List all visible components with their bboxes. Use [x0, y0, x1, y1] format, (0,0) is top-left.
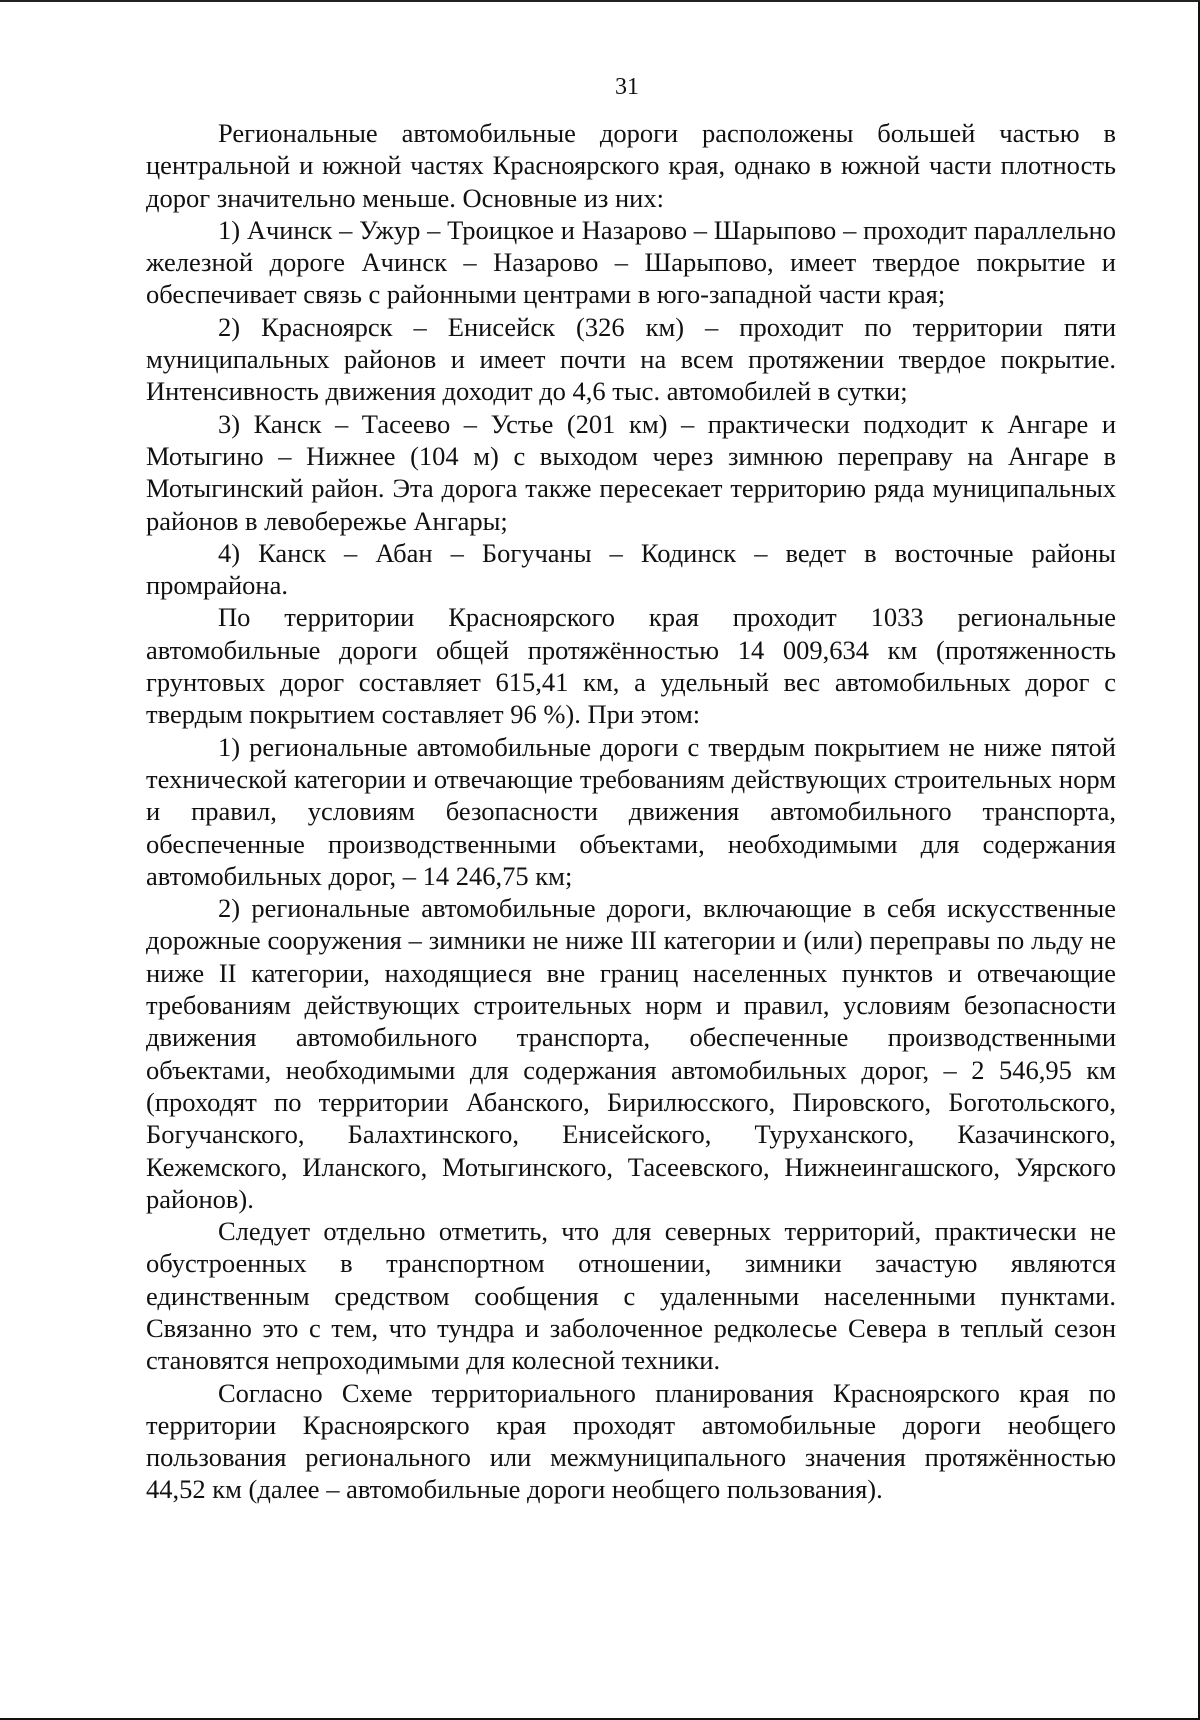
paragraph-hard-surface: 1) региональные автомобильные дороги с твердым покрытием не ниже пятой технической категории и отвечающие требованиям действующих строительных норм и правил, условиям безопасности движения автомобильного транспорта, обеспеченные производственными объектами, необходимыми для содержания автомобильных дорог, – 14 246,75 км;	[146, 731, 1116, 891]
page-number: 31	[615, 74, 639, 100]
paragraph-road-2: 2) Красноярск – Енисейск (326 км) – проходит по территории пяти муниципальных районов и имеет почти на всем протяжении твердое покрытие. Интенсивность движения доходит до 4,6 тыс. автомобилей в сутки;	[146, 311, 1116, 407]
document-body	[146, 117, 1116, 1506]
paragraph-territorial-plan: Согласно Схеме территориального планирования Красноярского края по территории Красноярского края проходят автомобильные дороги необщего пользования регионального или межмуниципального значения протяжённостью 44,52 км (далее – автомобильные дороги необщего пользования).	[146, 1377, 1116, 1505]
paragraph-northern-territories: Следует отдельно отметить, что для северных территорий, практически не обустроенных в транспортном отношении, зимники зачастую являются единственным средством сообщения с удаленными населенными пунктами. Связанно это с тем, что тундра и заболоченное редколесье Севера в теплый сезон становятся непроходимыми для колесной техники.	[146, 1216, 1116, 1376]
top-border-line	[0, 0, 1200, 2]
paragraph-total-roads: По территории Красноярского края проходит 1033 региональные автомобильные дороги общей протяжённостью 14 009,634 км (протяженность грунтовых дорог составляет 615,41 км, а удельный вес автомобильных дорог с твердым покрытием составляет 96 %). При этом:	[146, 602, 1116, 730]
paragraph-winter-roads: 2) региональные автомобильные дороги, включающие в себя искусственные дорожные сооружения – зимники не ниже III категории и (или) переправы по льду не ниже II категории, находящиеся вне границ населенных пунктов и отвечающие требованиям действующих строительных норм и правил, условиям безопасности движения автомобильного транспорта, обеспеченные производственными объектами, необходимыми для содержания автомобильных дорог, – 2 546,95 км (проходят по территории Абанского, Бирилюсского, Пировского, Боготольского, Богучанского, Балахтинского, Енисейского, Туруханского, Казачинского, Кежемского, Иланского, Мотыгинского, Тасеевского, Нижнеингашского, Уярского районов).	[146, 893, 1116, 1214]
paragraph-intro: Региональные автомобильные дороги расположены большей частью в центральной и южной частях Красноярского края, однако в южной части плотность дорог значительно меньше. Основные из них:	[146, 118, 1116, 213]
paragraph-road-1: 1) Ачинск – Ужур – Троицкое и Назарово – Шарыпово – проходит параллельно железной дороге Ачинск – Назарово – Шарыпово, имеет твердое покрытие и обеспечивает связь с районными центрами в юго-западной части края;	[146, 214, 1116, 310]
paragraph-road-4: 4) Канск – Абан – Богучаны – Кодинск – ведет в восточные районы промрайона.	[146, 537, 1116, 601]
paragraph-road-3: 3) Канск – Тасеево – Устье (201 км) – практически подходит к Ангаре и Мотыгино – Нижнее (104 м) с выходом через зимнюю переправу на Ангаре в Мотыгинский район. Эта дорога также пересекает территорию ряда муниципальных районов в левобережье Ангары;	[146, 408, 1116, 536]
